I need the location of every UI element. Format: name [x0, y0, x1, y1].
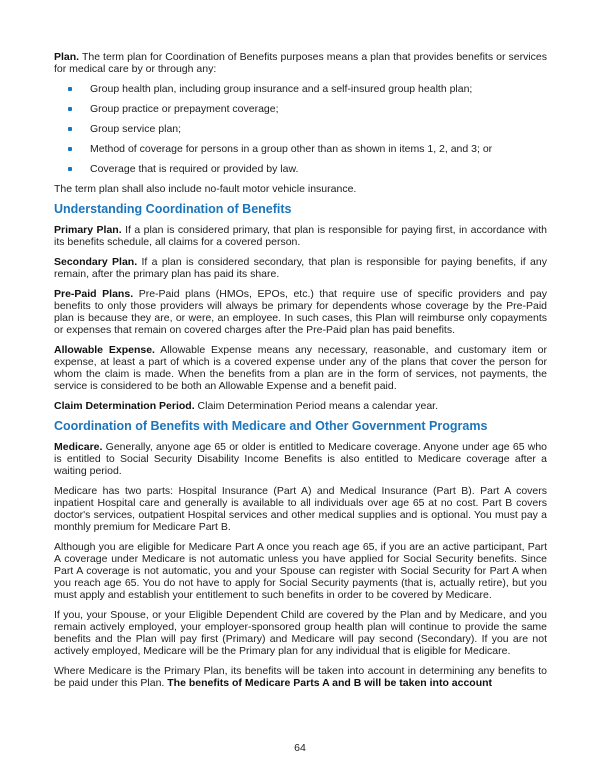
paragraph-lead-medicare: Medicare. — [54, 441, 103, 453]
paragraph-text: If a plan is considered secondary, that plan is responsible for paying benefits, if any remain, after the primary plan has paid its share. — [54, 256, 547, 280]
list-item — [54, 83, 547, 95]
bullet-icon — [68, 127, 72, 131]
paragraph-medicare-part-a-eligibility: Although you are eligible for Medicare Part A once you reach age 65, if you are an active participant, Part A coverage under Medicare is not automatic unless you have applied for Social Security benefits. Since Part A coverage is not automatic, you and your Spouse can register with Social Security for Part A when you reach age 65. You do not have to apply for Social Security payments (that is, actually retire), but you must apply and establish your entitlement to such benefits in order to be covered by Medicare. — [54, 541, 547, 601]
list-item-text: Group practice or prepayment coverage; — [90, 103, 279, 115]
bullet-icon — [68, 107, 72, 111]
list-item — [54, 123, 547, 135]
paragraph-text: Allowable Expense means any necessary, reasonable, and customary item or expense, at least a part of which is a covered expense under any of the plans that cover the person for whom the claim is made. When the benefits from a plan are in the form of services, not payments, the service is considered to be both an Allowable Expense and a benefit paid. — [54, 344, 547, 392]
plan-types-list — [54, 83, 547, 175]
paragraph-text: If a plan is considered primary, that plan is responsible for paying first, in accordance with its benefits schedule, all claims for a covered person. — [54, 224, 547, 248]
list-item — [54, 163, 547, 175]
paragraph-secondary-plan — [54, 256, 547, 280]
paragraph-primary-plan — [54, 224, 547, 248]
list-item — [54, 103, 547, 115]
paragraph-lead-primary: Primary Plan. — [54, 224, 122, 236]
page-content — [54, 51, 547, 697]
list-item-text: Group service plan; — [90, 123, 182, 135]
paragraph-plan-definition — [54, 51, 547, 75]
paragraph-medicare-two-parts: Medicare has two parts: Hospital Insurance (Part A) and Medical Insurance (Part B). Part A covers inpatient Hospital care and generally is available to all individuals over age 65 at no cost. Part B covers doctor's services, outpatient Hospital services and other medical supplies and is optional. You must pay a monthly premium for Medicare Part B. — [54, 485, 547, 533]
list-item-text: Group health plan, including group insurance and a self-insured group health plan; — [90, 83, 473, 95]
paragraph-lead-prepaid: Pre-Paid Plans. — [54, 288, 134, 300]
section-heading-cob-medicare: Coordination of Benefits with Medicare and Other Government Programs — [54, 419, 488, 433]
paragraph-actively-employed: If you, your Spouse, or your Eligible Dependent Child are covered by the Plan and by Medicare, and you remain actively employed, your employer-sponsored group health plan will continue to provide the same benefits and the Plan will pay first (Primary) and Medicare will pay second (Secondary). If you are not actively employed, Medicare will be the Primary plan for any individual that is eligible for Medicare. — [54, 609, 547, 657]
paragraph-text: Generally, anyone age 65 or older is entitled to Medicare coverage. Anyone under age 65 who is entitled to Social Security Disability Income Benefits is also entitled to Medicare coverage after a waiting period. — [54, 441, 547, 477]
paragraph-text: Claim Determination Period means a calendar year. — [197, 400, 438, 412]
list-item-text: Coverage that is required or provided by law. — [90, 163, 299, 175]
bullet-icon — [68, 167, 72, 171]
bullet-icon — [68, 87, 72, 91]
bullet-icon — [68, 147, 72, 151]
list-item — [54, 143, 547, 155]
paragraph-lead-claim: Claim Determination Period. — [54, 400, 195, 412]
section-heading-understanding-cob: Understanding Coordination of Benefits — [54, 202, 292, 216]
paragraph-bold-tail: The benefits of Medicare Parts A and B will be taken into account — [167, 677, 493, 689]
page-number: 64 — [294, 742, 306, 754]
paragraph-term-plan: The term plan shall also include no-fault motor vehicle insurance. — [54, 183, 357, 195]
paragraph-medicare — [54, 441, 547, 477]
paragraph-prepaid-plans — [54, 288, 547, 336]
paragraph-text: Pre-Paid plans (HMOs, EPOs, etc.) that require use of specific providers and pay benefits to only those providers will always be primary for dependents whose coverage by the Pre-Paid plan is because they are, or were, an employee. In such cases, this Plan will reimburse only copayments or expenses that remain on covered charges after the Pre-Paid plan has paid benefits. — [54, 288, 547, 336]
paragraph-lead-plan: Plan. — [54, 51, 80, 63]
paragraph-lead-allowable: Allowable Expense. — [54, 344, 155, 356]
paragraph-claim-determination — [54, 400, 547, 412]
paragraph-text: Where Medicare is the Primary Plan, its benefits will be taken into account in determining any benefits to be paid under this Plan. — [54, 665, 547, 689]
list-item-text: Method of coverage for persons in a group other than as shown in items 1, 2, and 3; or — [90, 143, 493, 155]
paragraph-lead-secondary: Secondary Plan. — [54, 256, 138, 268]
paragraph-medicare-primary — [54, 665, 547, 689]
paragraph-allowable-expense — [54, 344, 547, 392]
paragraph-text: The term plan for Coordination of Benefits purposes means a plan that provides benefits or services for medical care by or through any: — [54, 51, 547, 75]
